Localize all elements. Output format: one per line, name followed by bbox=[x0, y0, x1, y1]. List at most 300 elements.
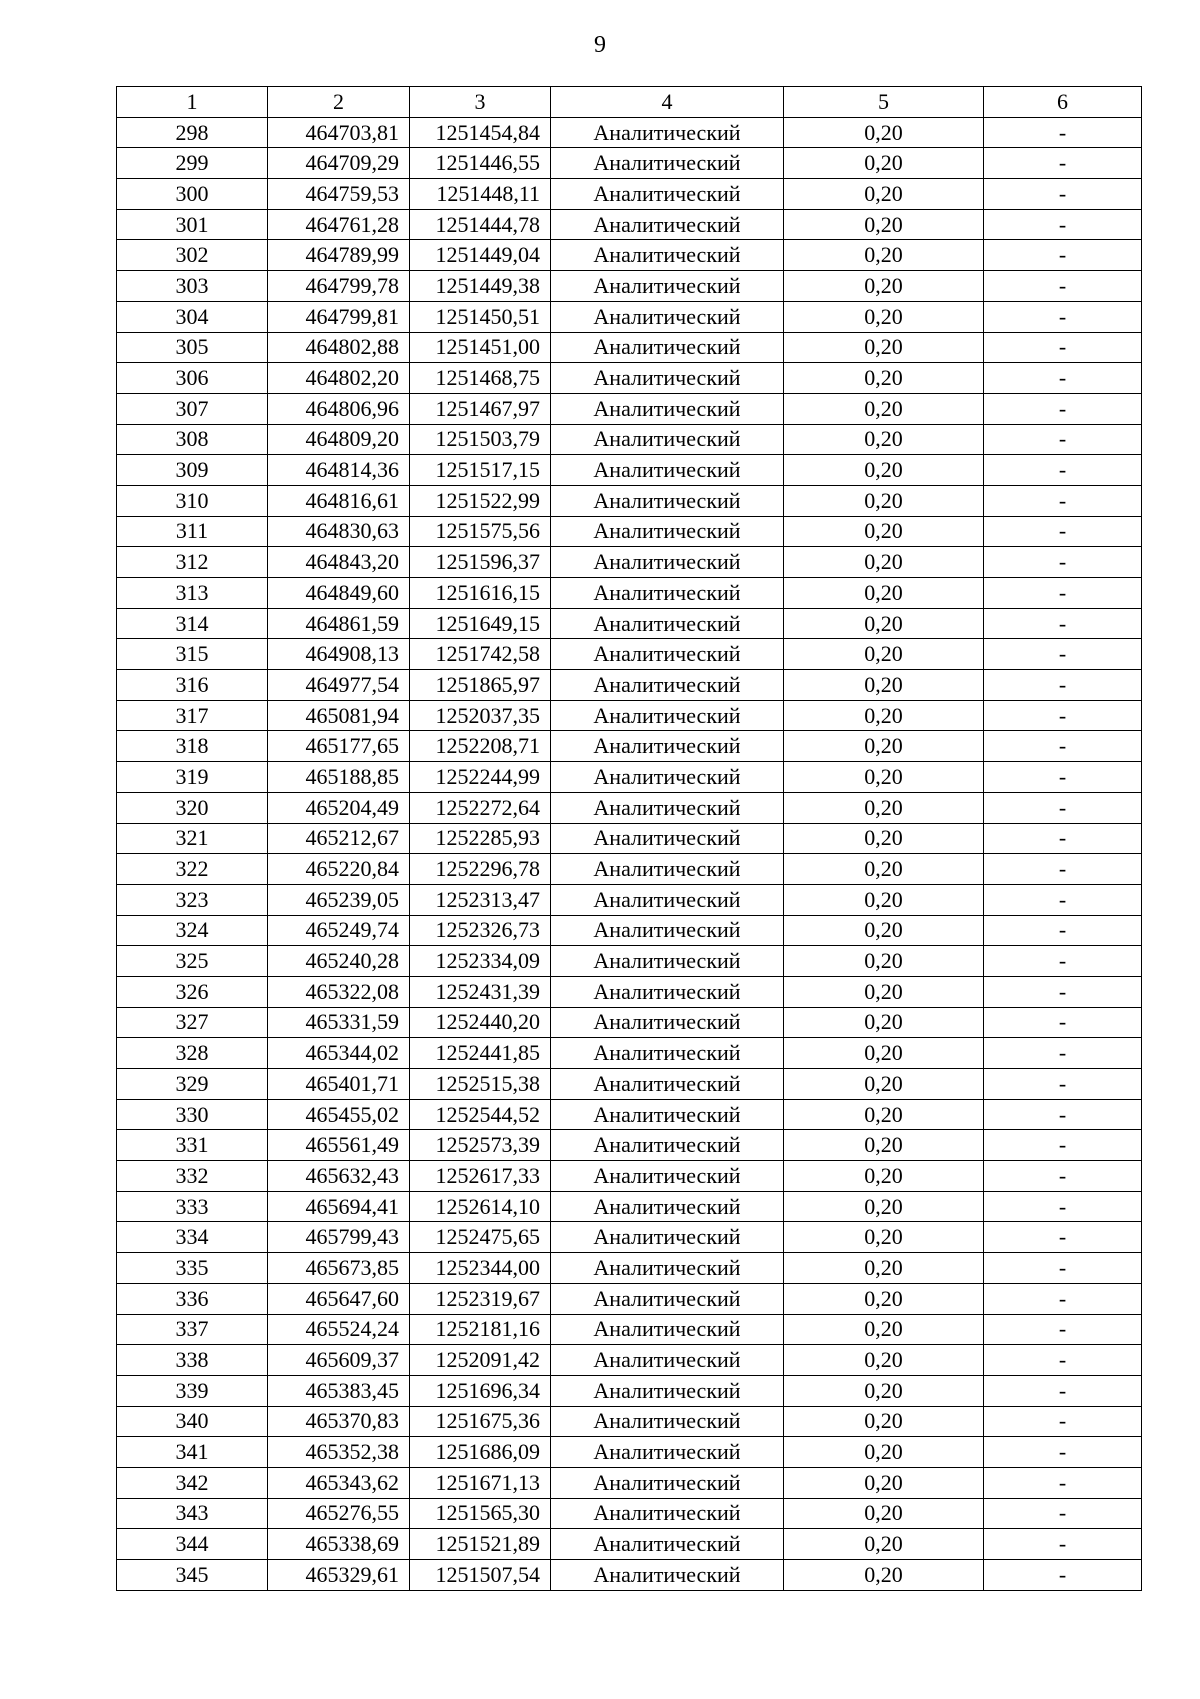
x-coordinate-cell: 464849,60 bbox=[268, 578, 410, 609]
table-row bbox=[117, 301, 1142, 332]
table-row bbox=[117, 670, 1142, 701]
table-row bbox=[117, 1375, 1142, 1406]
accuracy-cell: 0,20 bbox=[784, 1099, 984, 1130]
x-coordinate-cell: 465632,43 bbox=[268, 1161, 410, 1192]
point-number-cell: 298 bbox=[117, 117, 268, 148]
accuracy-cell: 0,20 bbox=[784, 1498, 984, 1529]
y-coordinate-cell: 1252037,35 bbox=[410, 700, 551, 731]
x-coordinate-cell: 464799,78 bbox=[268, 271, 410, 302]
method-cell: Аналитический bbox=[551, 179, 784, 210]
y-coordinate-cell: 1252344,00 bbox=[410, 1253, 551, 1284]
note-cell: - bbox=[984, 455, 1142, 486]
y-coordinate-cell: 1252440,20 bbox=[410, 1007, 551, 1038]
x-coordinate-cell: 465240,28 bbox=[268, 946, 410, 977]
point-number-cell: 337 bbox=[117, 1314, 268, 1345]
note-cell: - bbox=[984, 976, 1142, 1007]
method-cell: Аналитический bbox=[551, 946, 784, 977]
method-cell: Аналитический bbox=[551, 1345, 784, 1376]
point-number-cell: 344 bbox=[117, 1529, 268, 1560]
accuracy-cell: 0,20 bbox=[784, 363, 984, 394]
note-cell: - bbox=[984, 301, 1142, 332]
note-cell: - bbox=[984, 485, 1142, 516]
table-row bbox=[117, 1406, 1142, 1437]
x-coordinate-cell: 465647,60 bbox=[268, 1283, 410, 1314]
x-coordinate-cell: 465694,41 bbox=[268, 1191, 410, 1222]
y-coordinate-cell: 1251507,54 bbox=[410, 1560, 551, 1591]
table-row bbox=[117, 516, 1142, 547]
table-row bbox=[117, 209, 1142, 240]
y-coordinate-cell: 1252319,67 bbox=[410, 1283, 551, 1314]
table-row bbox=[117, 117, 1142, 148]
method-cell: Аналитический bbox=[551, 209, 784, 240]
note-cell: - bbox=[984, 1191, 1142, 1222]
point-number-cell: 321 bbox=[117, 823, 268, 854]
y-coordinate-cell: 1251865,97 bbox=[410, 670, 551, 701]
note-cell: - bbox=[984, 148, 1142, 179]
x-coordinate-cell: 465338,69 bbox=[268, 1529, 410, 1560]
x-coordinate-cell: 464830,63 bbox=[268, 516, 410, 547]
method-cell: Аналитический bbox=[551, 792, 784, 823]
table-row bbox=[117, 1007, 1142, 1038]
note-cell: - bbox=[984, 1253, 1142, 1284]
table-row bbox=[117, 792, 1142, 823]
method-cell: Аналитический bbox=[551, 148, 784, 179]
point-number-cell: 336 bbox=[117, 1283, 268, 1314]
x-coordinate-cell: 465239,05 bbox=[268, 884, 410, 915]
y-coordinate-cell: 1251449,38 bbox=[410, 271, 551, 302]
note-cell: - bbox=[984, 608, 1142, 639]
y-coordinate-cell: 1252091,42 bbox=[410, 1345, 551, 1376]
x-coordinate-cell: 464814,36 bbox=[268, 455, 410, 486]
method-cell: Аналитический bbox=[551, 762, 784, 793]
accuracy-cell: 0,20 bbox=[784, 271, 984, 302]
accuracy-cell: 0,20 bbox=[784, 578, 984, 609]
x-coordinate-cell: 465561,49 bbox=[268, 1130, 410, 1161]
method-cell: Аналитический bbox=[551, 1161, 784, 1192]
x-coordinate-cell: 464843,20 bbox=[268, 547, 410, 578]
x-coordinate-cell: 464908,13 bbox=[268, 639, 410, 670]
accuracy-cell: 0,20 bbox=[784, 1467, 984, 1498]
note-cell: - bbox=[984, 393, 1142, 424]
note-cell: - bbox=[984, 1130, 1142, 1161]
accuracy-cell: 0,20 bbox=[784, 1007, 984, 1038]
table-row bbox=[117, 884, 1142, 915]
point-number-cell: 333 bbox=[117, 1191, 268, 1222]
method-cell: Аналитический bbox=[551, 915, 784, 946]
point-number-cell: 328 bbox=[117, 1038, 268, 1069]
method-cell: Аналитический bbox=[551, 117, 784, 148]
y-coordinate-cell: 1251448,11 bbox=[410, 179, 551, 210]
accuracy-cell: 0,20 bbox=[784, 455, 984, 486]
accuracy-cell: 0,20 bbox=[784, 823, 984, 854]
method-cell: Аналитический bbox=[551, 700, 784, 731]
column-header: 1 bbox=[117, 87, 268, 118]
table-row bbox=[117, 393, 1142, 424]
point-number-cell: 317 bbox=[117, 700, 268, 731]
column-header: 5 bbox=[784, 87, 984, 118]
point-number-cell: 334 bbox=[117, 1222, 268, 1253]
accuracy-cell: 0,20 bbox=[784, 393, 984, 424]
point-number-cell: 316 bbox=[117, 670, 268, 701]
y-coordinate-cell: 1252296,78 bbox=[410, 854, 551, 885]
x-coordinate-cell: 464809,20 bbox=[268, 424, 410, 455]
method-cell: Аналитический bbox=[551, 1191, 784, 1222]
point-number-cell: 300 bbox=[117, 179, 268, 210]
point-number-cell: 329 bbox=[117, 1069, 268, 1100]
y-coordinate-cell: 1251454,84 bbox=[410, 117, 551, 148]
accuracy-cell: 0,20 bbox=[784, 731, 984, 762]
method-cell: Аналитический bbox=[551, 1437, 784, 1468]
point-number-cell: 320 bbox=[117, 792, 268, 823]
table-row bbox=[117, 1345, 1142, 1376]
point-number-cell: 305 bbox=[117, 332, 268, 363]
page-number: 9 bbox=[594, 32, 606, 58]
note-cell: - bbox=[984, 1283, 1142, 1314]
y-coordinate-cell: 1252244,99 bbox=[410, 762, 551, 793]
point-number-cell: 327 bbox=[117, 1007, 268, 1038]
point-number-cell: 323 bbox=[117, 884, 268, 915]
table-row bbox=[117, 946, 1142, 977]
note-cell: - bbox=[984, 1038, 1142, 1069]
accuracy-cell: 0,20 bbox=[784, 1069, 984, 1100]
note-cell: - bbox=[984, 670, 1142, 701]
accuracy-cell: 0,20 bbox=[784, 117, 984, 148]
table-row bbox=[117, 179, 1142, 210]
table-body bbox=[117, 117, 1142, 1590]
table-row bbox=[117, 578, 1142, 609]
method-cell: Аналитический bbox=[551, 1406, 784, 1437]
table-row bbox=[117, 1560, 1142, 1591]
y-coordinate-cell: 1251565,30 bbox=[410, 1498, 551, 1529]
accuracy-cell: 0,20 bbox=[784, 792, 984, 823]
note-cell: - bbox=[984, 1161, 1142, 1192]
table-row bbox=[117, 271, 1142, 302]
y-coordinate-cell: 1251742,58 bbox=[410, 639, 551, 670]
accuracy-cell: 0,20 bbox=[784, 424, 984, 455]
point-number-cell: 345 bbox=[117, 1560, 268, 1591]
method-cell: Аналитический bbox=[551, 578, 784, 609]
table-row bbox=[117, 1069, 1142, 1100]
note-cell: - bbox=[984, 1375, 1142, 1406]
y-coordinate-cell: 1252544,52 bbox=[410, 1099, 551, 1130]
x-coordinate-cell: 464759,53 bbox=[268, 179, 410, 210]
table-row bbox=[117, 700, 1142, 731]
note-cell: - bbox=[984, 1222, 1142, 1253]
y-coordinate-cell: 1252515,38 bbox=[410, 1069, 551, 1100]
accuracy-cell: 0,20 bbox=[784, 1560, 984, 1591]
accuracy-cell: 0,20 bbox=[784, 547, 984, 578]
table-row bbox=[117, 1161, 1142, 1192]
note-cell: - bbox=[984, 179, 1142, 210]
y-coordinate-cell: 1252617,33 bbox=[410, 1161, 551, 1192]
method-cell: Аналитический bbox=[551, 608, 784, 639]
point-number-cell: 315 bbox=[117, 639, 268, 670]
method-cell: Аналитический bbox=[551, 1560, 784, 1591]
accuracy-cell: 0,20 bbox=[784, 1191, 984, 1222]
table-row bbox=[117, 1437, 1142, 1468]
note-cell: - bbox=[984, 854, 1142, 885]
table-row bbox=[117, 455, 1142, 486]
note-cell: - bbox=[984, 731, 1142, 762]
method-cell: Аналитический bbox=[551, 516, 784, 547]
table-row bbox=[117, 1498, 1142, 1529]
y-coordinate-cell: 1251686,09 bbox=[410, 1437, 551, 1468]
point-number-cell: 343 bbox=[117, 1498, 268, 1529]
accuracy-cell: 0,20 bbox=[784, 485, 984, 516]
method-cell: Аналитический bbox=[551, 271, 784, 302]
y-coordinate-cell: 1251696,34 bbox=[410, 1375, 551, 1406]
y-coordinate-cell: 1252614,10 bbox=[410, 1191, 551, 1222]
point-number-cell: 338 bbox=[117, 1345, 268, 1376]
method-cell: Аналитический bbox=[551, 884, 784, 915]
y-coordinate-cell: 1252313,47 bbox=[410, 884, 551, 915]
note-cell: - bbox=[984, 1560, 1142, 1591]
table-row bbox=[117, 1222, 1142, 1253]
note-cell: - bbox=[984, 240, 1142, 271]
note-cell: - bbox=[984, 1467, 1142, 1498]
accuracy-cell: 0,20 bbox=[784, 946, 984, 977]
note-cell: - bbox=[984, 1345, 1142, 1376]
note-cell: - bbox=[984, 1437, 1142, 1468]
accuracy-cell: 0,20 bbox=[784, 1161, 984, 1192]
accuracy-cell: 0,20 bbox=[784, 1130, 984, 1161]
x-coordinate-cell: 465343,62 bbox=[268, 1467, 410, 1498]
y-coordinate-cell: 1251446,55 bbox=[410, 148, 551, 179]
accuracy-cell: 0,20 bbox=[784, 148, 984, 179]
y-coordinate-cell: 1252441,85 bbox=[410, 1038, 551, 1069]
y-coordinate-cell: 1251503,79 bbox=[410, 424, 551, 455]
y-coordinate-cell: 1252285,93 bbox=[410, 823, 551, 854]
x-coordinate-cell: 464806,96 bbox=[268, 393, 410, 424]
point-number-cell: 304 bbox=[117, 301, 268, 332]
accuracy-cell: 0,20 bbox=[784, 915, 984, 946]
y-coordinate-cell: 1251575,56 bbox=[410, 516, 551, 547]
point-number-cell: 310 bbox=[117, 485, 268, 516]
method-cell: Аналитический bbox=[551, 1529, 784, 1560]
y-coordinate-cell: 1251649,15 bbox=[410, 608, 551, 639]
note-cell: - bbox=[984, 762, 1142, 793]
point-number-cell: 335 bbox=[117, 1253, 268, 1284]
table-row bbox=[117, 762, 1142, 793]
table-row bbox=[117, 639, 1142, 670]
table-row bbox=[117, 1130, 1142, 1161]
x-coordinate-cell: 465220,84 bbox=[268, 854, 410, 885]
accuracy-cell: 0,20 bbox=[784, 976, 984, 1007]
method-cell: Аналитический bbox=[551, 854, 784, 885]
method-cell: Аналитический bbox=[551, 1253, 784, 1284]
accuracy-cell: 0,20 bbox=[784, 700, 984, 731]
point-number-cell: 342 bbox=[117, 1467, 268, 1498]
point-number-cell: 331 bbox=[117, 1130, 268, 1161]
method-cell: Аналитический bbox=[551, 301, 784, 332]
x-coordinate-cell: 465344,02 bbox=[268, 1038, 410, 1069]
y-coordinate-cell: 1252475,65 bbox=[410, 1222, 551, 1253]
point-number-cell: 324 bbox=[117, 915, 268, 946]
accuracy-cell: 0,20 bbox=[784, 1038, 984, 1069]
accuracy-cell: 0,20 bbox=[784, 1529, 984, 1560]
table-row bbox=[117, 547, 1142, 578]
y-coordinate-cell: 1251675,36 bbox=[410, 1406, 551, 1437]
table-row bbox=[117, 424, 1142, 455]
note-cell: - bbox=[984, 1406, 1142, 1437]
method-cell: Аналитический bbox=[551, 363, 784, 394]
accuracy-cell: 0,20 bbox=[784, 1222, 984, 1253]
accuracy-cell: 0,20 bbox=[784, 179, 984, 210]
y-coordinate-cell: 1251467,97 bbox=[410, 393, 551, 424]
method-cell: Аналитический bbox=[551, 670, 784, 701]
method-cell: Аналитический bbox=[551, 455, 784, 486]
method-cell: Аналитический bbox=[551, 1498, 784, 1529]
method-cell: Аналитический bbox=[551, 976, 784, 1007]
point-number-cell: 311 bbox=[117, 516, 268, 547]
accuracy-cell: 0,20 bbox=[784, 301, 984, 332]
note-cell: - bbox=[984, 915, 1142, 946]
note-cell: - bbox=[984, 1498, 1142, 1529]
accuracy-cell: 0,20 bbox=[784, 1283, 984, 1314]
table-row bbox=[117, 240, 1142, 271]
table-row bbox=[117, 332, 1142, 363]
x-coordinate-cell: 464861,59 bbox=[268, 608, 410, 639]
method-cell: Аналитический bbox=[551, 547, 784, 578]
point-number-cell: 319 bbox=[117, 762, 268, 793]
table-row bbox=[117, 1283, 1142, 1314]
y-coordinate-cell: 1251444,78 bbox=[410, 209, 551, 240]
table-row bbox=[117, 1253, 1142, 1284]
method-cell: Аналитический bbox=[551, 1375, 784, 1406]
x-coordinate-cell: 465455,02 bbox=[268, 1099, 410, 1130]
note-cell: - bbox=[984, 1529, 1142, 1560]
y-coordinate-cell: 1251449,04 bbox=[410, 240, 551, 271]
note-cell: - bbox=[984, 332, 1142, 363]
column-header: 2 bbox=[268, 87, 410, 118]
x-coordinate-cell: 464799,81 bbox=[268, 301, 410, 332]
table-row bbox=[117, 363, 1142, 394]
accuracy-cell: 0,20 bbox=[784, 762, 984, 793]
note-cell: - bbox=[984, 639, 1142, 670]
coordinates-table bbox=[116, 86, 1142, 1591]
table-row bbox=[117, 1529, 1142, 1560]
x-coordinate-cell: 465524,24 bbox=[268, 1314, 410, 1345]
point-number-cell: 318 bbox=[117, 731, 268, 762]
y-coordinate-cell: 1251450,51 bbox=[410, 301, 551, 332]
x-coordinate-cell: 465276,55 bbox=[268, 1498, 410, 1529]
accuracy-cell: 0,20 bbox=[784, 884, 984, 915]
x-coordinate-cell: 465329,61 bbox=[268, 1560, 410, 1591]
x-coordinate-cell: 465322,08 bbox=[268, 976, 410, 1007]
accuracy-cell: 0,20 bbox=[784, 670, 984, 701]
point-number-cell: 339 bbox=[117, 1375, 268, 1406]
y-coordinate-cell: 1252181,16 bbox=[410, 1314, 551, 1345]
point-number-cell: 326 bbox=[117, 976, 268, 1007]
x-coordinate-cell: 465383,45 bbox=[268, 1375, 410, 1406]
method-cell: Аналитический bbox=[551, 424, 784, 455]
note-cell: - bbox=[984, 946, 1142, 977]
accuracy-cell: 0,20 bbox=[784, 639, 984, 670]
note-cell: - bbox=[984, 578, 1142, 609]
accuracy-cell: 0,20 bbox=[784, 1345, 984, 1376]
table-row bbox=[117, 915, 1142, 946]
accuracy-cell: 0,20 bbox=[784, 1406, 984, 1437]
note-cell: - bbox=[984, 424, 1142, 455]
point-number-cell: 325 bbox=[117, 946, 268, 977]
method-cell: Аналитический bbox=[551, 485, 784, 516]
accuracy-cell: 0,20 bbox=[784, 332, 984, 363]
point-number-cell: 303 bbox=[117, 271, 268, 302]
method-cell: Аналитический bbox=[551, 393, 784, 424]
y-coordinate-cell: 1252208,71 bbox=[410, 731, 551, 762]
y-coordinate-cell: 1251616,15 bbox=[410, 578, 551, 609]
column-header: 4 bbox=[551, 87, 784, 118]
point-number-cell: 306 bbox=[117, 363, 268, 394]
column-header: 6 bbox=[984, 87, 1142, 118]
table-row bbox=[117, 731, 1142, 762]
point-number-cell: 341 bbox=[117, 1437, 268, 1468]
note-cell: - bbox=[984, 117, 1142, 148]
y-coordinate-cell: 1251522,99 bbox=[410, 485, 551, 516]
point-number-cell: 299 bbox=[117, 148, 268, 179]
point-number-cell: 322 bbox=[117, 854, 268, 885]
note-cell: - bbox=[984, 209, 1142, 240]
note-cell: - bbox=[984, 1099, 1142, 1130]
x-coordinate-cell: 464789,99 bbox=[268, 240, 410, 271]
point-number-cell: 301 bbox=[117, 209, 268, 240]
note-cell: - bbox=[984, 1007, 1142, 1038]
y-coordinate-cell: 1251517,15 bbox=[410, 455, 551, 486]
x-coordinate-cell: 465370,83 bbox=[268, 1406, 410, 1437]
y-coordinate-cell: 1252573,39 bbox=[410, 1130, 551, 1161]
note-cell: - bbox=[984, 516, 1142, 547]
y-coordinate-cell: 1252334,09 bbox=[410, 946, 551, 977]
accuracy-cell: 0,20 bbox=[784, 240, 984, 271]
table-row bbox=[117, 148, 1142, 179]
x-coordinate-cell: 465673,85 bbox=[268, 1253, 410, 1284]
x-coordinate-cell: 464816,61 bbox=[268, 485, 410, 516]
method-cell: Аналитический bbox=[551, 1007, 784, 1038]
note-cell: - bbox=[984, 363, 1142, 394]
table-row bbox=[117, 485, 1142, 516]
method-cell: Аналитический bbox=[551, 1283, 784, 1314]
note-cell: - bbox=[984, 884, 1142, 915]
y-coordinate-cell: 1252272,64 bbox=[410, 792, 551, 823]
accuracy-cell: 0,20 bbox=[784, 209, 984, 240]
y-coordinate-cell: 1252431,39 bbox=[410, 976, 551, 1007]
method-cell: Аналитический bbox=[551, 1130, 784, 1161]
accuracy-cell: 0,20 bbox=[784, 1314, 984, 1345]
x-coordinate-cell: 465177,65 bbox=[268, 731, 410, 762]
note-cell: - bbox=[984, 271, 1142, 302]
column-header: 3 bbox=[410, 87, 551, 118]
x-coordinate-cell: 464703,81 bbox=[268, 117, 410, 148]
point-number-cell: 312 bbox=[117, 547, 268, 578]
note-cell: - bbox=[984, 1069, 1142, 1100]
x-coordinate-cell: 465331,59 bbox=[268, 1007, 410, 1038]
method-cell: Аналитический bbox=[551, 332, 784, 363]
point-number-cell: 314 bbox=[117, 608, 268, 639]
point-number-cell: 308 bbox=[117, 424, 268, 455]
x-coordinate-cell: 465212,67 bbox=[268, 823, 410, 854]
y-coordinate-cell: 1251468,75 bbox=[410, 363, 551, 394]
accuracy-cell: 0,20 bbox=[784, 1375, 984, 1406]
point-number-cell: 302 bbox=[117, 240, 268, 271]
table-header-row bbox=[117, 87, 1142, 118]
note-cell: - bbox=[984, 700, 1142, 731]
y-coordinate-cell: 1251596,37 bbox=[410, 547, 551, 578]
method-cell: Аналитический bbox=[551, 731, 784, 762]
y-coordinate-cell: 1251521,89 bbox=[410, 1529, 551, 1560]
x-coordinate-cell: 464802,20 bbox=[268, 363, 410, 394]
point-number-cell: 332 bbox=[117, 1161, 268, 1192]
method-cell: Аналитический bbox=[551, 1222, 784, 1253]
